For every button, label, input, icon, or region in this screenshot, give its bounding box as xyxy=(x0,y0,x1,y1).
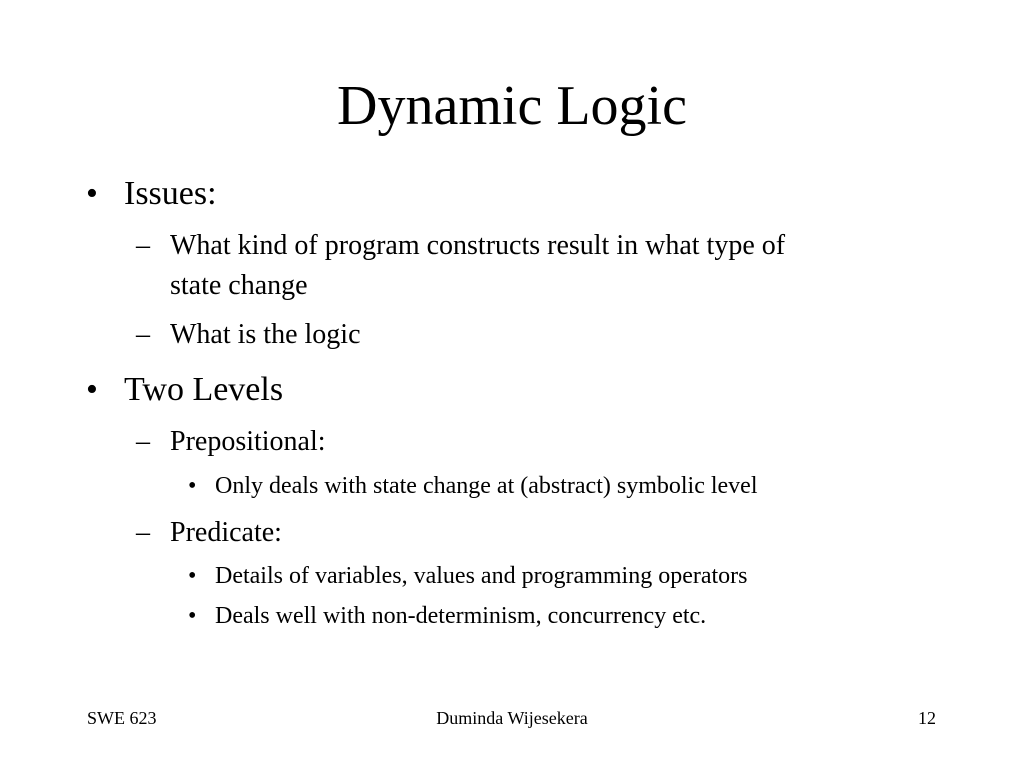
footer-page-number: 12 xyxy=(918,708,936,728)
sub-sub-bullet-symbolic-level-text: Only deals with state change at (abstract) symbolic level xyxy=(215,473,758,499)
sub-sub-bullet-nondeterminism-text: Deals well with non-determinism, concurrency etc. xyxy=(215,603,707,629)
bullet-two-levels-text: Two Levels xyxy=(124,371,284,408)
sub-bullet-program-constructs-line-1: What kind of program constructs result in what type of xyxy=(170,230,786,261)
sub-sub-bullet-marker: • xyxy=(188,603,197,629)
footer-course-code: SWE 623 xyxy=(87,708,157,728)
bullet-marker: • xyxy=(86,371,98,408)
dash-marker: – xyxy=(136,319,150,350)
dash-marker: – xyxy=(136,517,150,548)
footer-author: Duminda Wijesekera xyxy=(436,708,588,728)
sub-sub-bullet-marker: • xyxy=(188,473,197,499)
sub-bullet-prepositional-text: Prepositional: xyxy=(170,426,326,457)
dash-marker: – xyxy=(136,230,150,261)
dash-marker: – xyxy=(136,426,150,457)
sub-bullet-predicate-text: Predicate: xyxy=(170,517,282,548)
sub-sub-bullet-marker: • xyxy=(188,563,197,589)
slide-title: Dynamic Logic xyxy=(337,75,687,137)
sub-sub-bullet-variables-text: Details of variables, values and programming operators xyxy=(215,563,748,589)
bullet-issues-text: Issues: xyxy=(124,175,217,212)
sub-bullet-logic-text: What is the logic xyxy=(170,319,361,350)
sub-bullet-program-constructs-line-2: state change xyxy=(170,270,308,301)
bullet-marker: • xyxy=(86,175,98,212)
